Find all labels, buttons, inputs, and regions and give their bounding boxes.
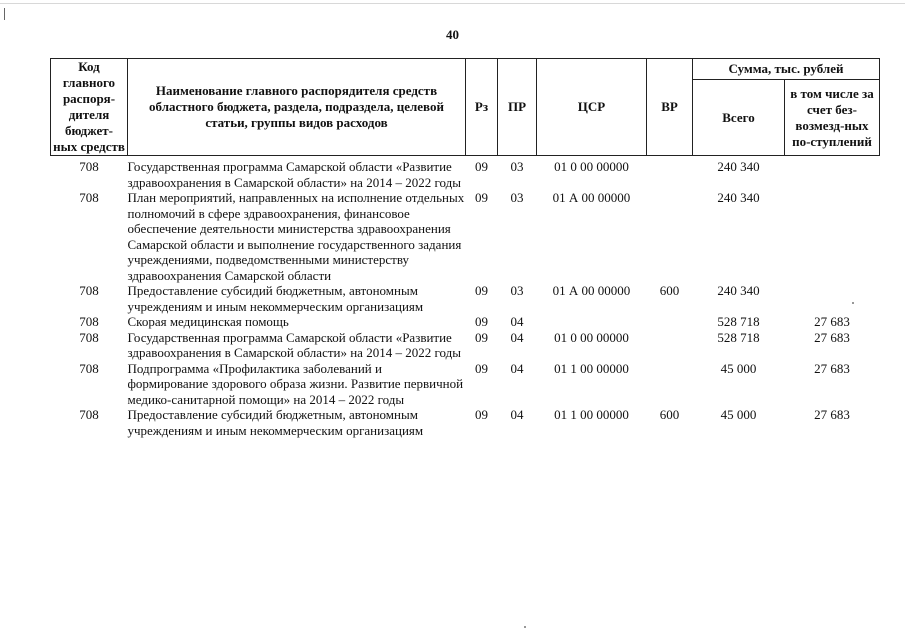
row-name: Государственная программа Самарской области «Развитие здравоохранения в Самарской области» на 2014 – 2022 годы [127, 329, 461, 360]
table-body [51, 156, 880, 439]
row-free: 27 683 [814, 360, 850, 376]
row-csr: 01 А 00 00000 [552, 190, 631, 205]
row-total: 528 718 [717, 314, 760, 329]
table-row [51, 330, 880, 361]
row-code: 708 [79, 283, 99, 298]
row-free [785, 283, 880, 314]
table-row [51, 407, 880, 438]
row-csr: 01 1 00 00000 [554, 360, 629, 376]
row-code: 708 [79, 407, 99, 422]
page-number: 40 [446, 27, 459, 42]
row-vr [647, 330, 693, 361]
table-row [51, 314, 880, 330]
header-vr: ВР [647, 59, 693, 156]
header-sum: Сумма, тыс. рублей [693, 59, 880, 80]
table-row [51, 190, 880, 283]
row-total: 45 000 [720, 407, 757, 422]
table-header [51, 59, 880, 156]
row-name: Государственная программа Самарской области «Развитие здравоохранения в Самарской области» на 2014 – 2022 годы [127, 159, 461, 190]
row-csr: 01 0 00 00000 [554, 159, 629, 174]
row-free: 27 683 [814, 314, 850, 329]
row-pr: 04 [510, 314, 524, 329]
row-total: 45 000 [720, 360, 757, 376]
row-csr [537, 314, 647, 330]
row-vr [647, 190, 693, 283]
row-rz: 09 [475, 360, 488, 376]
row-pr: 03 [510, 159, 524, 174]
row-rz: 09 [475, 314, 488, 329]
row-name: План мероприятий, направленных на исполнение отдельных полномочий в сфере здравоохранения, финансовое обеспечение деятельности министерства здравоохранения Самарской области и выполнение государственного задания учреждениями, подведомственными министерству здравоохранения Самарской области [127, 190, 465, 283]
row-vr [647, 159, 693, 190]
table-row [51, 159, 880, 190]
row-csr: 01 А 00 00000 [552, 283, 631, 298]
row-code: 708 [79, 190, 99, 205]
row-total: 240 340 [717, 283, 760, 298]
row-pr: 04 [510, 329, 524, 345]
header-pr: ПР [498, 59, 537, 156]
row-name: Подпрограмма «Профилактика заболеваний и формирование здорового образа жизни. Развитие первичной медико-санитарной помощи» на 2014 – 2022 годы [127, 360, 464, 407]
row-rz: 09 [475, 407, 488, 422]
row-vr: 600 [659, 283, 680, 298]
row-code: 708 [79, 360, 99, 376]
row-total: 528 718 [717, 329, 760, 345]
row-pr: 03 [510, 283, 524, 298]
row-name: Предоставление субсидий бюджетным, автономным учреждениям и иным некоммерческим организациям [127, 407, 424, 438]
row-csr: 01 0 00 00000 [554, 329, 629, 345]
row-free [785, 190, 880, 283]
table-row [51, 283, 880, 314]
row-name: Предоставление субсидий бюджетным, автономным учреждениям и иным некоммерческим организациям [127, 283, 424, 314]
row-code: 708 [79, 329, 99, 345]
row-free [785, 159, 880, 190]
scan-speck [524, 626, 526, 628]
scan-margin-mark [4, 8, 5, 20]
row-vr [647, 314, 693, 330]
header-free: в том числе за счет без-возмезд-ных по-ступлений [785, 80, 880, 156]
row-free: 27 683 [814, 329, 850, 345]
row-free: 27 683 [814, 407, 850, 422]
header-csr: ЦСР [537, 59, 647, 156]
row-rz: 09 [475, 159, 488, 174]
table-row [51, 361, 880, 408]
row-vr: 600 [659, 407, 680, 422]
header-name: Наименование главного распорядителя средств областного бюджета, раздела, подраздела, целевой статьи, группы видов расходов [128, 59, 466, 156]
scan-edge-line [0, 3, 905, 4]
row-pr: 04 [510, 360, 524, 376]
row-rz: 09 [475, 190, 488, 205]
row-code: 708 [79, 159, 99, 174]
row-csr: 01 1 00 00000 [554, 407, 629, 422]
row-total: 240 340 [717, 190, 760, 205]
row-name: Скорая медицинская помощь [127, 314, 289, 329]
row-rz: 09 [475, 283, 488, 298]
row-rz: 09 [475, 329, 488, 345]
scan-speck [852, 302, 854, 304]
row-pr: 03 [510, 190, 524, 205]
header-rz: Рз [466, 59, 498, 156]
budget-table [50, 58, 880, 438]
row-total: 240 340 [717, 159, 760, 174]
header-code: Код главного распоря-дителя бюджет-ных средств [51, 59, 128, 156]
row-code: 708 [79, 314, 99, 329]
row-pr: 04 [510, 407, 524, 422]
header-total: Всего [693, 80, 785, 156]
row-vr [647, 361, 693, 408]
